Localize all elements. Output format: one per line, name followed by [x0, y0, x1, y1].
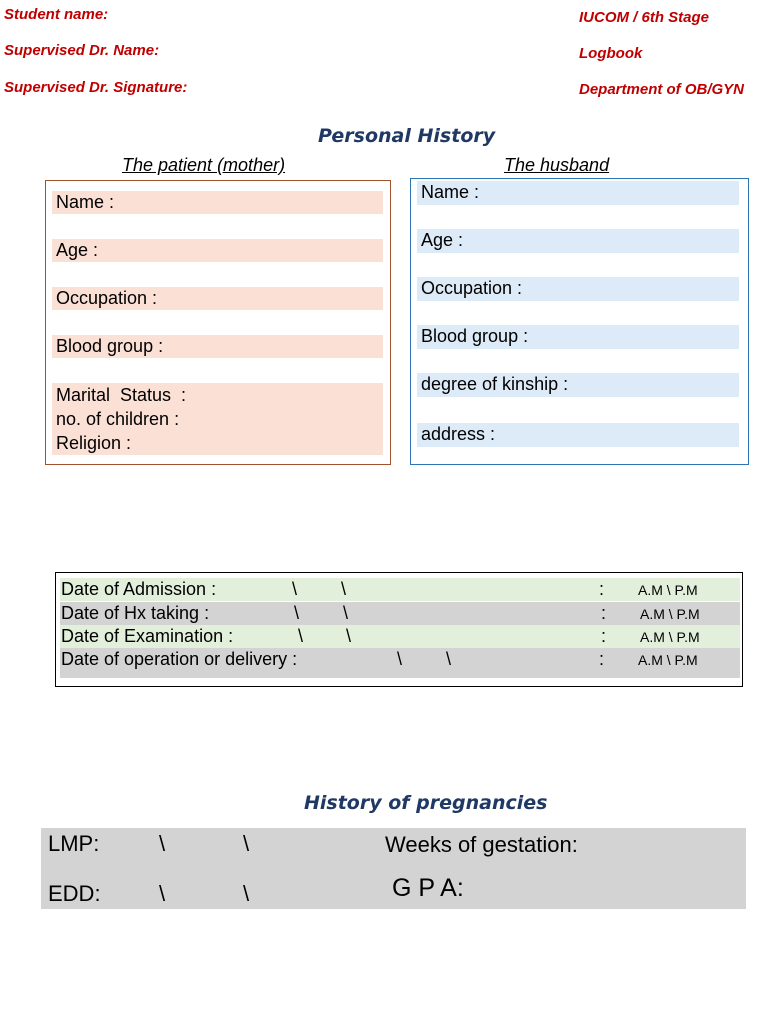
admission-sep-1: \ [292, 579, 298, 599]
admission-sep-2: \ [341, 579, 347, 599]
pregnancy-box[interactable] [41, 828, 746, 909]
hx-time-colon: : [601, 603, 607, 623]
admission-ampm: A.M \ P.M [638, 582, 698, 598]
supervisor-signature-label: Supervised Dr. Signature: [4, 79, 188, 96]
husband-occupation-field[interactable]: Occupation : [417, 277, 739, 301]
mother-info-box [45, 180, 391, 465]
mother-blood-group-field[interactable]: Blood group : [52, 335, 383, 358]
examination-time-colon: : [601, 626, 607, 646]
mother-status-block[interactable] [52, 383, 383, 455]
operation-date-label: Date of operation or delivery : [61, 649, 298, 669]
hx-date-label: Date of Hx taking : [61, 603, 210, 623]
lmp-sep-2: \ [243, 831, 250, 856]
mother-children-label: no. of children : [56, 409, 180, 429]
logbook-label: Logbook [579, 45, 643, 62]
admission-date-row[interactable] [60, 578, 740, 601]
mother-religion-label: Religion : [56, 433, 132, 453]
hx-ampm: A.M \ P.M [640, 606, 700, 622]
husband-name-field[interactable]: Name : [417, 181, 739, 205]
examination-sep-1: \ [298, 626, 304, 646]
department-label: Department of OB/GYN [579, 81, 745, 98]
pregnancy-history-title: History of pregnancies [304, 792, 548, 814]
operation-date-row[interactable] [60, 648, 740, 678]
examination-ampm: A.M \ P.M [640, 629, 700, 645]
hx-sep-1: \ [294, 603, 300, 623]
mother-heading: The patient (mother) [122, 155, 286, 175]
husband-age-field[interactable]: Age : [417, 229, 739, 253]
husband-address-field[interactable]: address : [417, 423, 739, 447]
weeks-gestation-label: Weeks of gestation: [385, 832, 578, 857]
operation-sep-2: \ [446, 649, 452, 669]
gpa-label: G P A: [392, 874, 464, 902]
examination-sep-2: \ [346, 626, 352, 646]
lmp-label: LMP: [48, 831, 100, 856]
supervisor-name-label: Supervised Dr. Name: [4, 42, 160, 59]
personal-history-title: Personal History [318, 125, 496, 147]
stage-label: IUCOM / 6th Stage [579, 9, 710, 26]
mother-marital-status-label: Marital Status : [56, 385, 187, 405]
husband-blood-group-field[interactable]: Blood group : [417, 325, 739, 349]
operation-sep-1: \ [397, 649, 403, 669]
mother-occupation-field[interactable]: Occupation : [52, 287, 383, 310]
admission-time-colon: : [599, 579, 605, 599]
husband-heading: The husband [504, 155, 610, 175]
examination-date-row[interactable] [60, 625, 740, 648]
edd-label: EDD: [48, 881, 101, 906]
operation-time-colon: : [599, 649, 605, 669]
edd-sep-2: \ [243, 881, 250, 906]
hx-date-row[interactable] [60, 602, 740, 625]
dates-box [55, 572, 743, 687]
mother-age-field[interactable]: Age : [52, 239, 383, 262]
lmp-sep-1: \ [159, 831, 166, 856]
husband-kinship-field[interactable]: degree of kinship : [417, 373, 739, 397]
edd-sep-1: \ [159, 881, 166, 906]
admission-date-label: Date of Admission : [61, 579, 217, 599]
examination-date-label: Date of Examination : [61, 626, 234, 646]
mother-name-field[interactable]: Name : [52, 191, 383, 214]
student-name-label: Student name: [4, 6, 109, 23]
operation-ampm: A.M \ P.M [638, 652, 698, 668]
husband-info-box [410, 178, 749, 465]
hx-sep-2: \ [343, 603, 349, 623]
